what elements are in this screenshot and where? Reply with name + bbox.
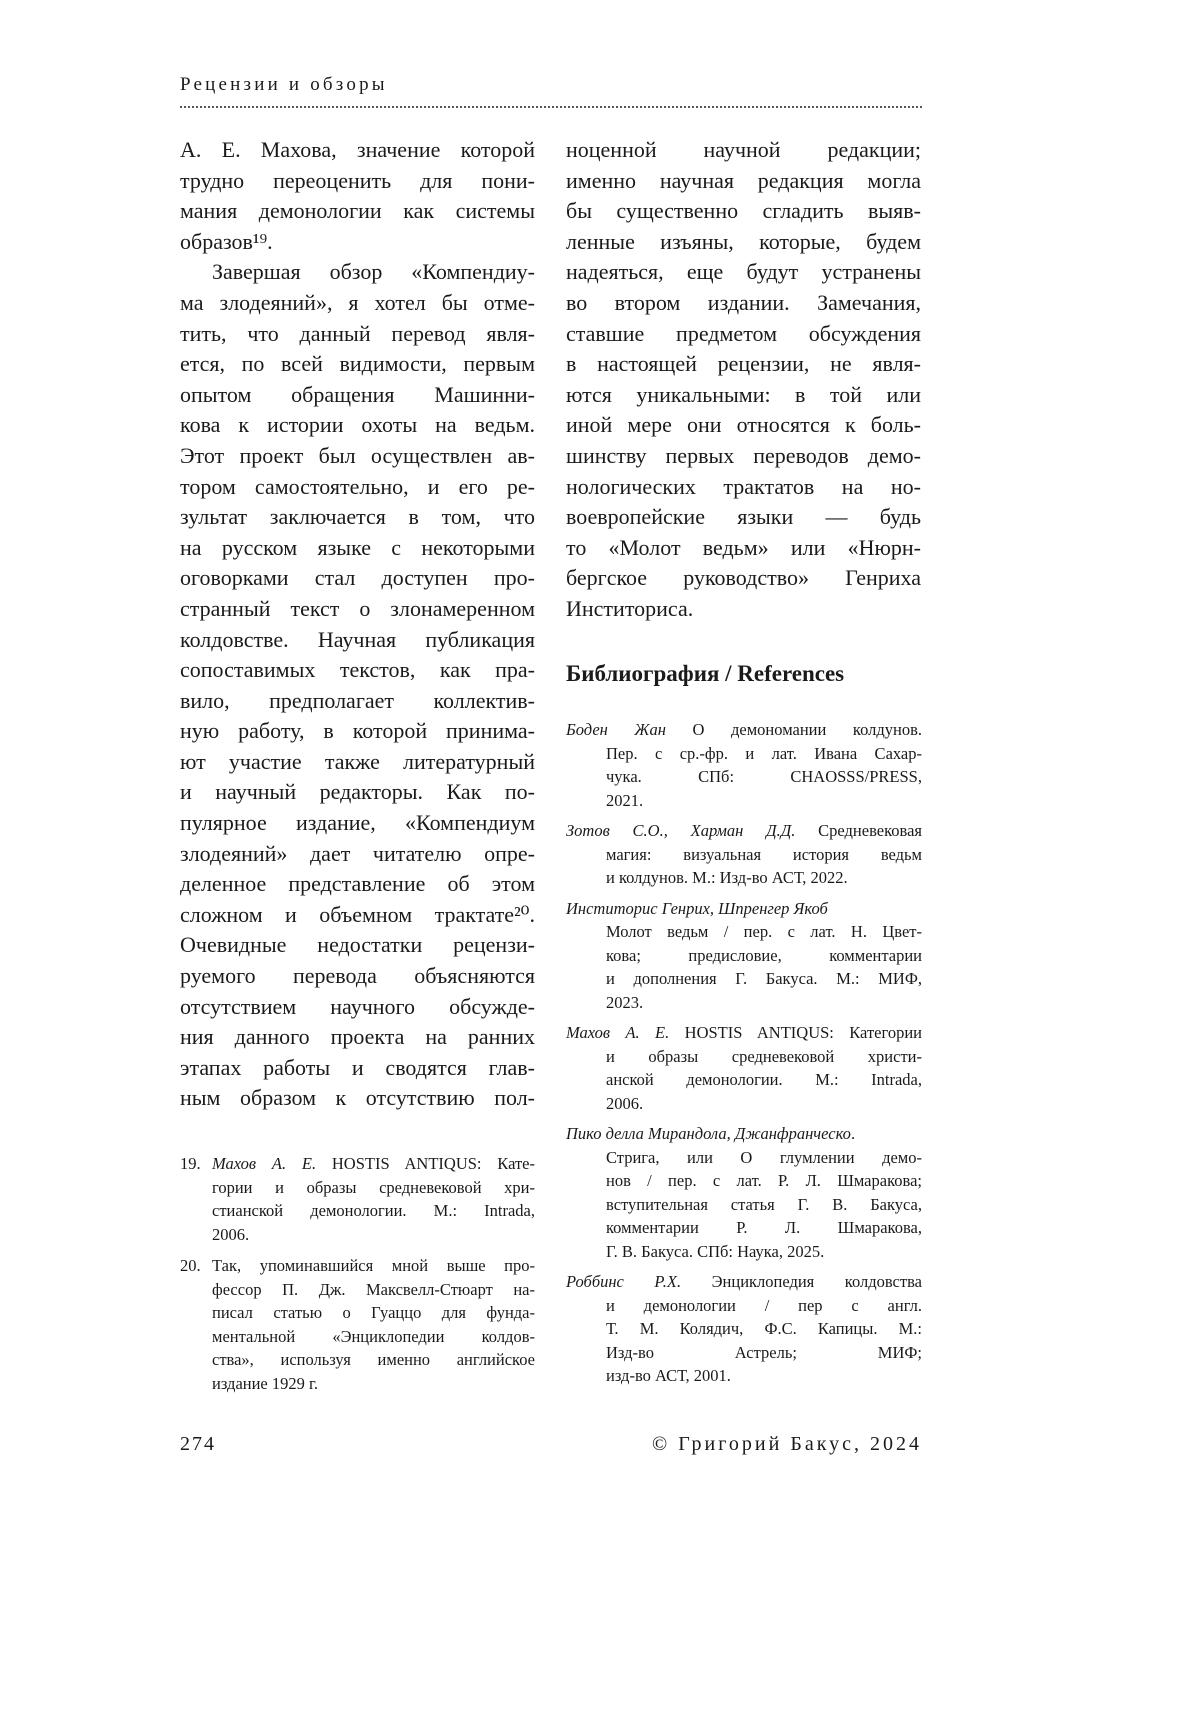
reference-line: магия: визуальная история ведьм bbox=[566, 843, 922, 867]
footnote-line: стианской демонологии. М.: Intrada, bbox=[212, 1199, 535, 1223]
text-line: нологических трактатов на но- bbox=[566, 472, 921, 503]
reference-line bbox=[566, 1122, 922, 1146]
reference-line: и демонологии / пер с англ. bbox=[566, 1294, 922, 1318]
reference-line: комментарии Р. Л. Шмаракова, bbox=[566, 1216, 922, 1240]
footnote-line: ментальной «Энциклопедии колдов- bbox=[212, 1325, 535, 1349]
reference-text: О демономании колдунов. bbox=[666, 720, 922, 739]
reference-line bbox=[566, 718, 922, 742]
reference-line: нов / пер. с лат. Р. Л. Шмаракова; bbox=[566, 1169, 922, 1193]
reference-author: Боден Жан bbox=[566, 720, 666, 739]
reference-line bbox=[566, 1021, 922, 1045]
header-divider bbox=[180, 106, 922, 108]
right-column bbox=[566, 135, 921, 625]
footnote-text: HOSTIS ANTIQUS: Кате- bbox=[316, 1154, 535, 1173]
reference-line: и образы средневековой христи- bbox=[566, 1045, 922, 1069]
bibliography-heading: Библиография / References bbox=[566, 661, 844, 687]
bibliography-list bbox=[566, 718, 922, 1395]
reference-entry bbox=[566, 1021, 922, 1115]
reference-entry bbox=[566, 897, 922, 1015]
footnote-line bbox=[212, 1152, 535, 1176]
text-line: кова к истории охоты на ведьм. bbox=[180, 410, 535, 441]
footnote-line: 2006. bbox=[212, 1223, 535, 1247]
reference-line: 2006. bbox=[566, 1092, 922, 1116]
text-line: ют участие также литературный bbox=[180, 747, 535, 778]
reference-text: Энциклопедия колдовства bbox=[681, 1272, 922, 1291]
footnote-number: 20. bbox=[180, 1254, 201, 1278]
footnote-line: Так, упоминавшийся мной выше про- bbox=[212, 1254, 535, 1278]
text-line: отсутствием научного обсужде- bbox=[180, 992, 535, 1023]
reference-entry bbox=[566, 718, 922, 812]
text-line: бергское руководство» Генриха bbox=[566, 563, 921, 594]
copyright: © Григорий Бакус, 2024 bbox=[652, 1433, 922, 1456]
text-line: сложном и объемном трактате²⁰. bbox=[180, 900, 535, 931]
text-line: зультат заключается в том, что bbox=[180, 502, 535, 533]
reference-text: HOSTIS ANTIQUS: Категории bbox=[669, 1023, 922, 1042]
reference-line: Г. В. Бакуса. СПб: Наука, 2025. bbox=[566, 1240, 922, 1264]
reference-author: Махов А. Е. bbox=[566, 1023, 669, 1042]
text-line: мания демонологии как системы bbox=[180, 196, 535, 227]
text-line: руемого перевода объясняются bbox=[180, 961, 535, 992]
text-line: Инститориса. bbox=[566, 594, 921, 625]
text-line: тить, что данный перевод явля- bbox=[180, 319, 535, 350]
reference-text: Средневековая bbox=[795, 821, 922, 840]
reference-author: Инститорис Генрих, Шпренгер Якоб bbox=[566, 899, 828, 918]
text-line: то «Молот ведьм» или «Нюрн- bbox=[566, 533, 921, 564]
text-line: на русском языке с некоторыми bbox=[180, 533, 535, 564]
reference-author: Роббинс Р.Х. bbox=[566, 1272, 681, 1291]
reference-line: анской демонологии. М.: Intrada, bbox=[566, 1068, 922, 1092]
text-line: Очевидные недостатки рецензи- bbox=[180, 930, 535, 961]
reference-line: Стрига, или О глумлении демо- bbox=[566, 1146, 922, 1170]
footnote bbox=[180, 1254, 535, 1395]
reference-line: чука. СПб: CHAOSSS/PRESS, bbox=[566, 765, 922, 789]
reference-line: Пер. с ср.-фр. и лат. Ивана Сахар- bbox=[566, 742, 922, 766]
running-head: Рецензии и обзоры bbox=[180, 74, 388, 96]
text-line: воевропейские языки — будь bbox=[566, 502, 921, 533]
reference-entry bbox=[566, 1122, 922, 1263]
paragraph bbox=[180, 257, 535, 1114]
reference-line: и дополнения Г. Бакуса. М.: МИФ, bbox=[566, 967, 922, 991]
reference-line: Изд-во Астрель; МИФ; bbox=[566, 1341, 922, 1365]
reference-line: вступительная статья Г. В. Бакуса, bbox=[566, 1193, 922, 1217]
paragraph bbox=[180, 135, 535, 257]
text-line: и научный редакторы. Как по- bbox=[180, 777, 535, 808]
text-line: ную работу, в которой принима- bbox=[180, 716, 535, 747]
reference-line: изд-во АСТ, 2001. bbox=[566, 1364, 922, 1388]
reference-line bbox=[566, 897, 922, 921]
footnote-line: гории и образы средневековой хри- bbox=[212, 1176, 535, 1200]
text-line: бы существенно сгладить выяв- bbox=[566, 196, 921, 227]
text-line: образов¹⁹. bbox=[180, 227, 535, 258]
text-line: вило, предполагает коллектив- bbox=[180, 686, 535, 717]
footnote-line: писал статью о Гуаццо для фунда- bbox=[212, 1301, 535, 1325]
text-line: ются уникальными: в той или bbox=[566, 380, 921, 411]
text-line: странный текст о злонамеренном bbox=[180, 594, 535, 625]
text-line: трудно переоценить для пони- bbox=[180, 166, 535, 197]
reference-line: Молот ведьм / пер. с лат. Н. Цвет- bbox=[566, 920, 922, 944]
text-line: злодеяний» дает читателю опре- bbox=[180, 839, 535, 870]
text-line: колдовстве. Научная публикация bbox=[180, 625, 535, 656]
text-line: ется, по всей видимости, первым bbox=[180, 349, 535, 380]
reference-entry bbox=[566, 819, 922, 890]
text-line: ноценной научной редакции; bbox=[566, 135, 921, 166]
reference-entry bbox=[566, 1270, 922, 1388]
text-line: шинству первых переводов демо- bbox=[566, 441, 921, 472]
reference-line bbox=[566, 819, 922, 843]
footnote-line: издание 1929 г. bbox=[212, 1372, 535, 1396]
footnotes bbox=[180, 1152, 535, 1403]
left-column bbox=[180, 135, 535, 1114]
reference-line: кова; предисловие, комментарии bbox=[566, 944, 922, 968]
page-number: 274 bbox=[180, 1433, 216, 1456]
text-line: оговорками стал доступен про- bbox=[180, 563, 535, 594]
text-line: деленное представление об этом bbox=[180, 869, 535, 900]
text-line: опытом обращения Машинни- bbox=[180, 380, 535, 411]
reference-author: Зотов С.О., Харман Д.Д. bbox=[566, 821, 795, 840]
footnote-line: фессор П. Дж. Максвелл-Стюарт на- bbox=[212, 1278, 535, 1302]
reference-line: и колдунов. М.: Изд-во АСТ, 2022. bbox=[566, 866, 922, 890]
footnote-number: 19. bbox=[180, 1152, 201, 1176]
text-line: ленные изъяны, которые, будем bbox=[566, 227, 921, 258]
reference-text: . bbox=[851, 1124, 855, 1143]
text-line: во втором издании. Замечания, bbox=[566, 288, 921, 319]
reference-line: 2023. bbox=[566, 991, 922, 1015]
reference-author: Пико делла Мирандола, Джанфранческо bbox=[566, 1124, 851, 1143]
footnote-author: Махов А. Е. bbox=[212, 1154, 316, 1173]
text-line: ма злодеяний», я хотел бы отме- bbox=[180, 288, 535, 319]
footnote-line: ства», используя именно английское bbox=[212, 1348, 535, 1372]
text-line: иной мере они относятся к боль- bbox=[566, 410, 921, 441]
reference-line bbox=[566, 1270, 922, 1294]
text-line: Завершая обзор «Компендиу- bbox=[180, 257, 535, 288]
text-line: в настоящей рецензии, не явля- bbox=[566, 349, 921, 380]
text-line: именно научная редакция могла bbox=[566, 166, 921, 197]
text-line: Этот проект был осуществлен ав- bbox=[180, 441, 535, 472]
text-line: А. Е. Махова, значение которой bbox=[180, 135, 535, 166]
footnote bbox=[180, 1152, 535, 1246]
text-line: ния данного проекта на ранних bbox=[180, 1022, 535, 1053]
text-line: ставшие предметом обсуждения bbox=[566, 319, 921, 350]
text-line: этапах работы и сводятся глав- bbox=[180, 1053, 535, 1084]
text-line: ным образом к отсутствию пол- bbox=[180, 1083, 535, 1114]
reference-line: Т. М. Колядич, Ф.С. Капицы. М.: bbox=[566, 1317, 922, 1341]
text-line: пулярное издание, «Компендиум bbox=[180, 808, 535, 839]
text-line: тором самостоятельно, и его ре- bbox=[180, 472, 535, 503]
text-line: сопоставимых текстов, как пра- bbox=[180, 655, 535, 686]
text-line: надеяться, еще будут устранены bbox=[566, 257, 921, 288]
paragraph bbox=[566, 135, 921, 625]
reference-line: 2021. bbox=[566, 789, 922, 813]
